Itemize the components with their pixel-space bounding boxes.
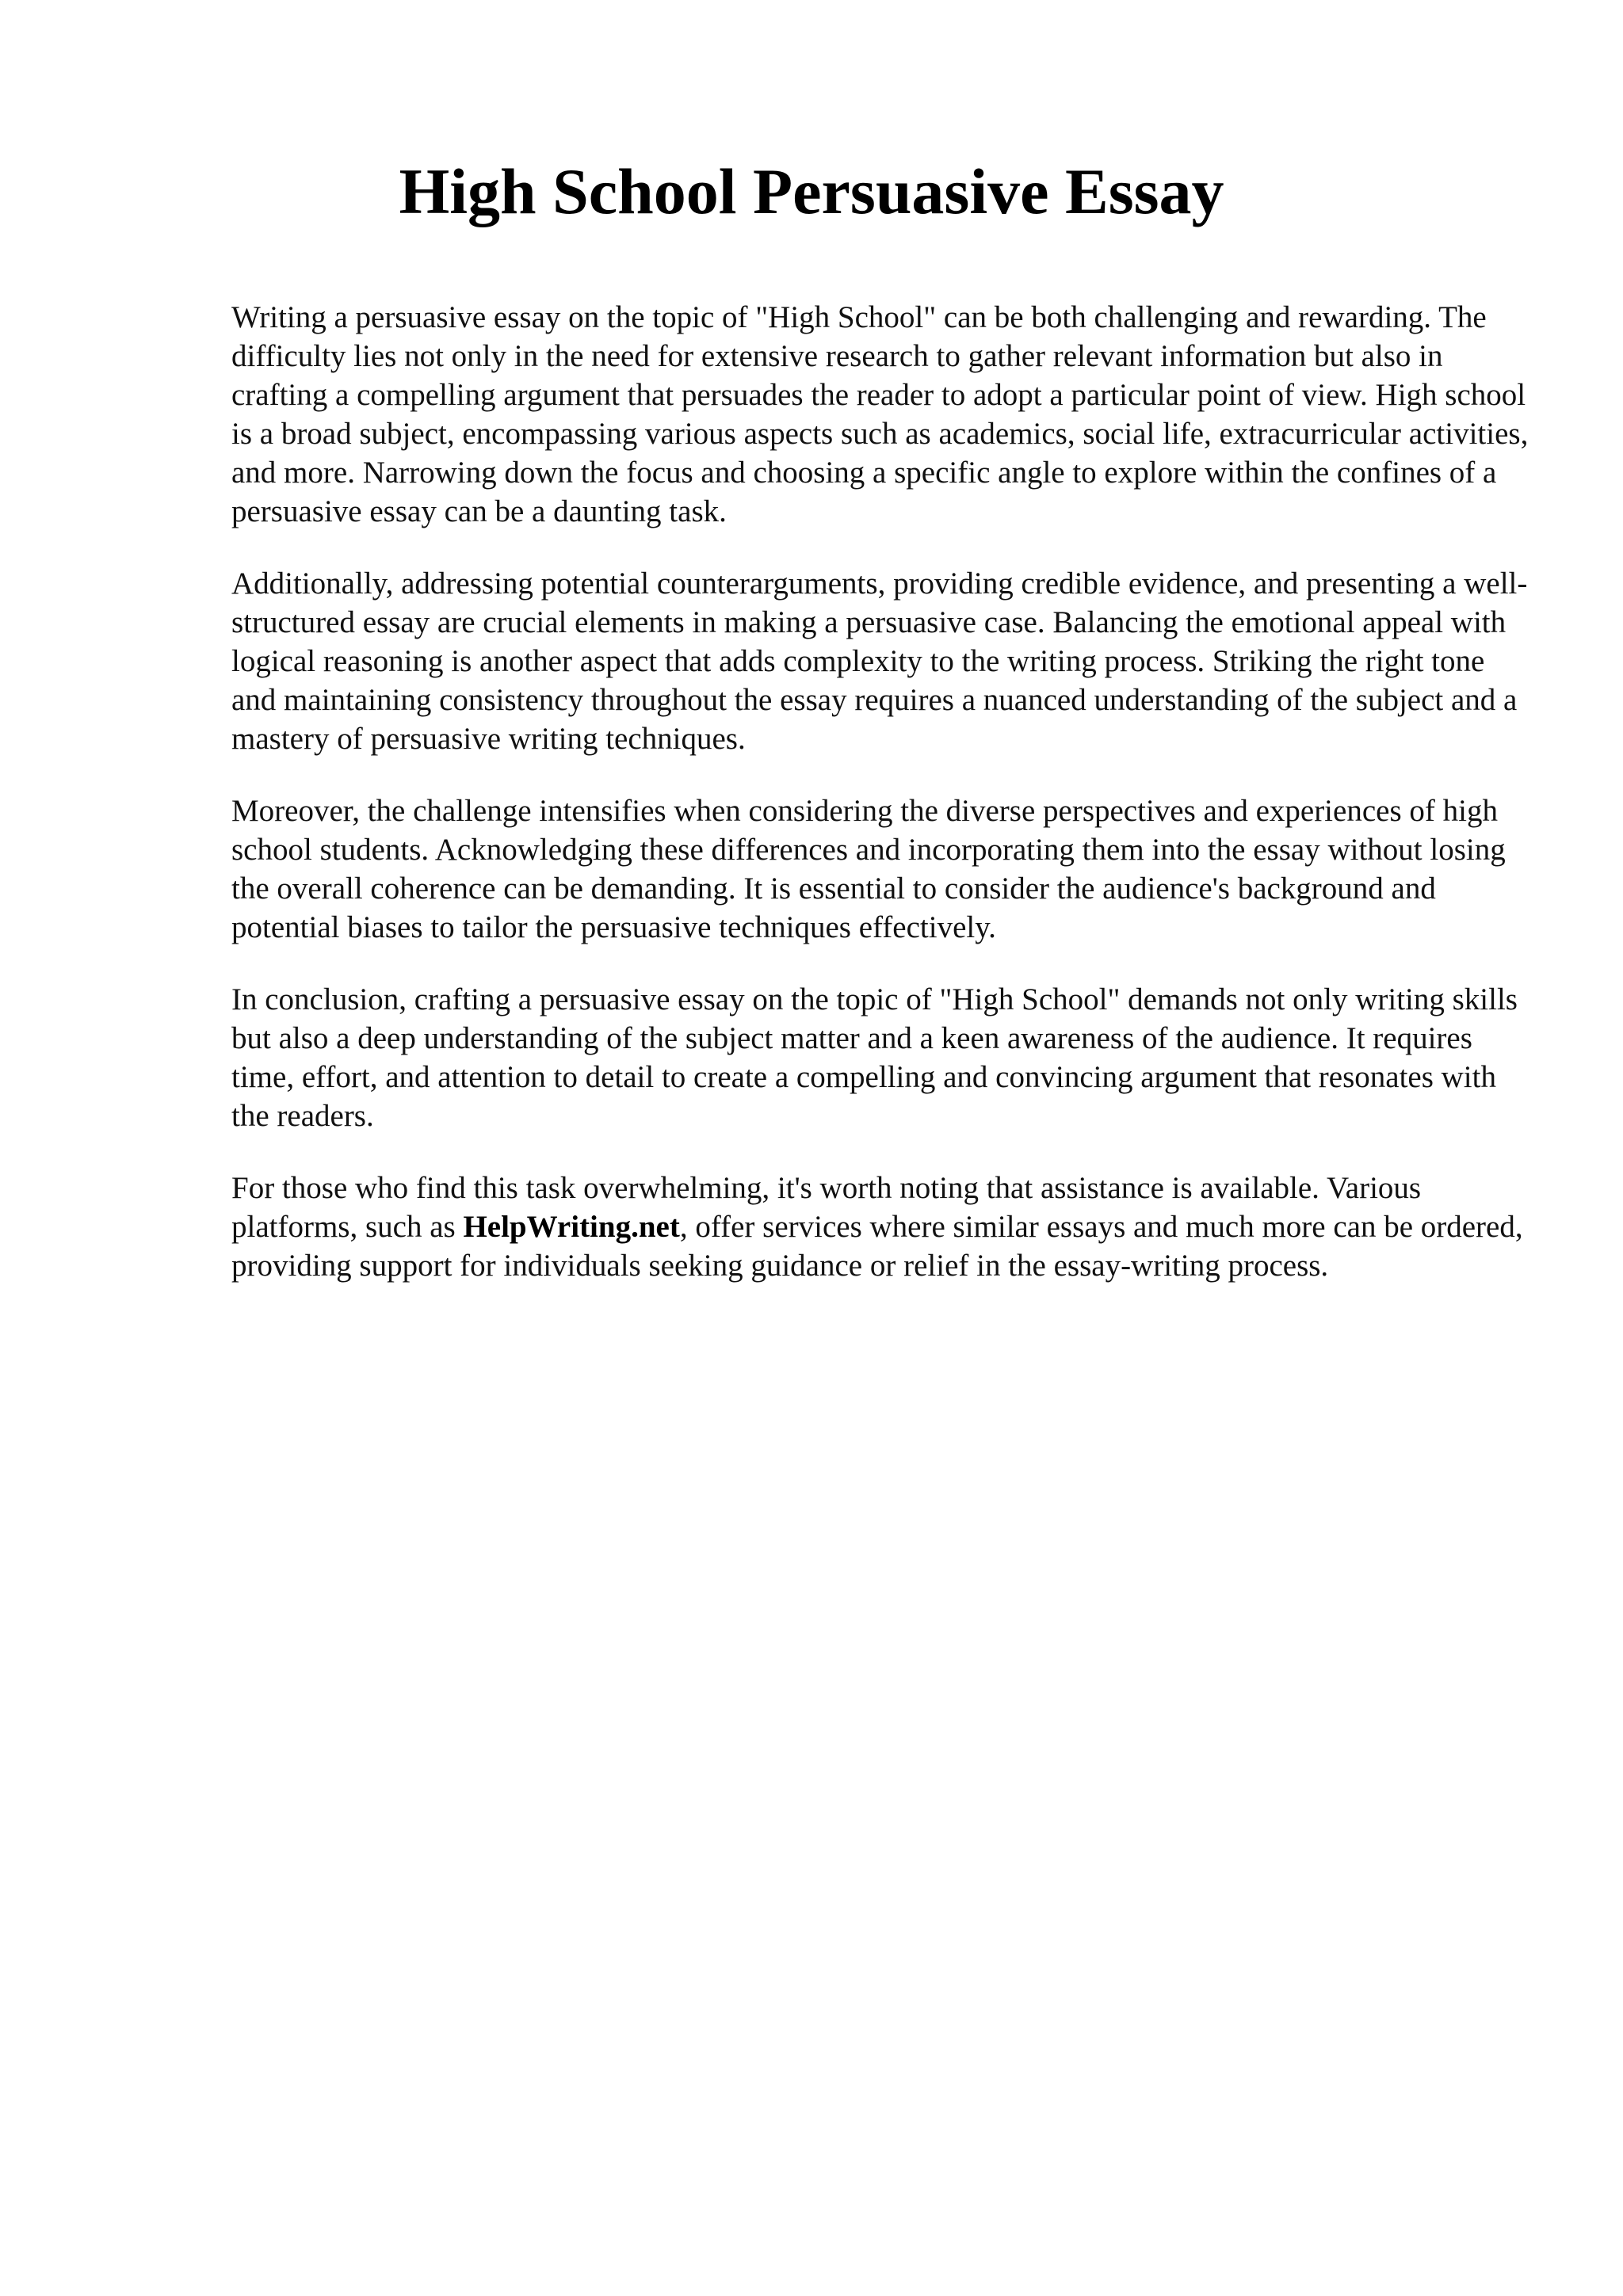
paragraph-conclusion: In conclusion, crafting a persuasive essay on the topic of "High School" demands not only writing skills but also a deep understanding of the subject matter and a keen awareness of the audience. It requires time, effort, and attention to detail to create a compelling and convincing argument that resonates with the readers. [231, 982, 1518, 1133]
paragraph-intro: Writing a persuasive essay on the topic of "High School" can be both challenging and rewarding. The difficulty lies not only in the need for extensive research to gather relevant information but also in crafting a compelling argument that persuades the reader to adopt a particular point of view. High school is a broad subject, encompassing various aspects such as academics, social life, extracurricular activities, and more. Narrowing down the focus and choosing a specific angle to explore within the confines of a persuasive essay can be a daunting task. [231, 300, 1529, 528]
paragraph-perspectives: Moreover, the challenge intensifies when considering the diverse perspectives and experiences of high school students. Acknowledging these differences and incorporating them into the essay without losing the overall coherence can be demanding. It is essential to consider the audience's background and potential biases to tailor the persuasive techniques effectively. [231, 794, 1506, 944]
paragraph-assistance [231, 1169, 1531, 1285]
brand-name: HelpWriting.net [463, 1210, 680, 1244]
document-body [231, 298, 1531, 1318]
document-title: High School Persuasive Essay [399, 155, 1224, 227]
paragraph-counterarguments: Additionally, addressing potential counterarguments, providing credible evidence, and presenting a well-structured essay are crucial elements in making a persuasive case. Balancing the emotional appeal with logical reasoning is another aspect that adds complexity to the writing process. Striking the right tone and maintaining consistency throughout the essay requires a nuanced understanding of the subject and a mastery of persuasive writing techniques. [231, 566, 1528, 756]
assistance-text-before: For those who find this task overwhelming, it's worth noting that assistance is available. Various platforms, such as [231, 1171, 1422, 1244]
assistance-text-after: , offer services where similar essays and much more can be ordered, providing support for individuals seeking guidance or relief in the essay-writing process. [231, 1210, 1523, 1283]
